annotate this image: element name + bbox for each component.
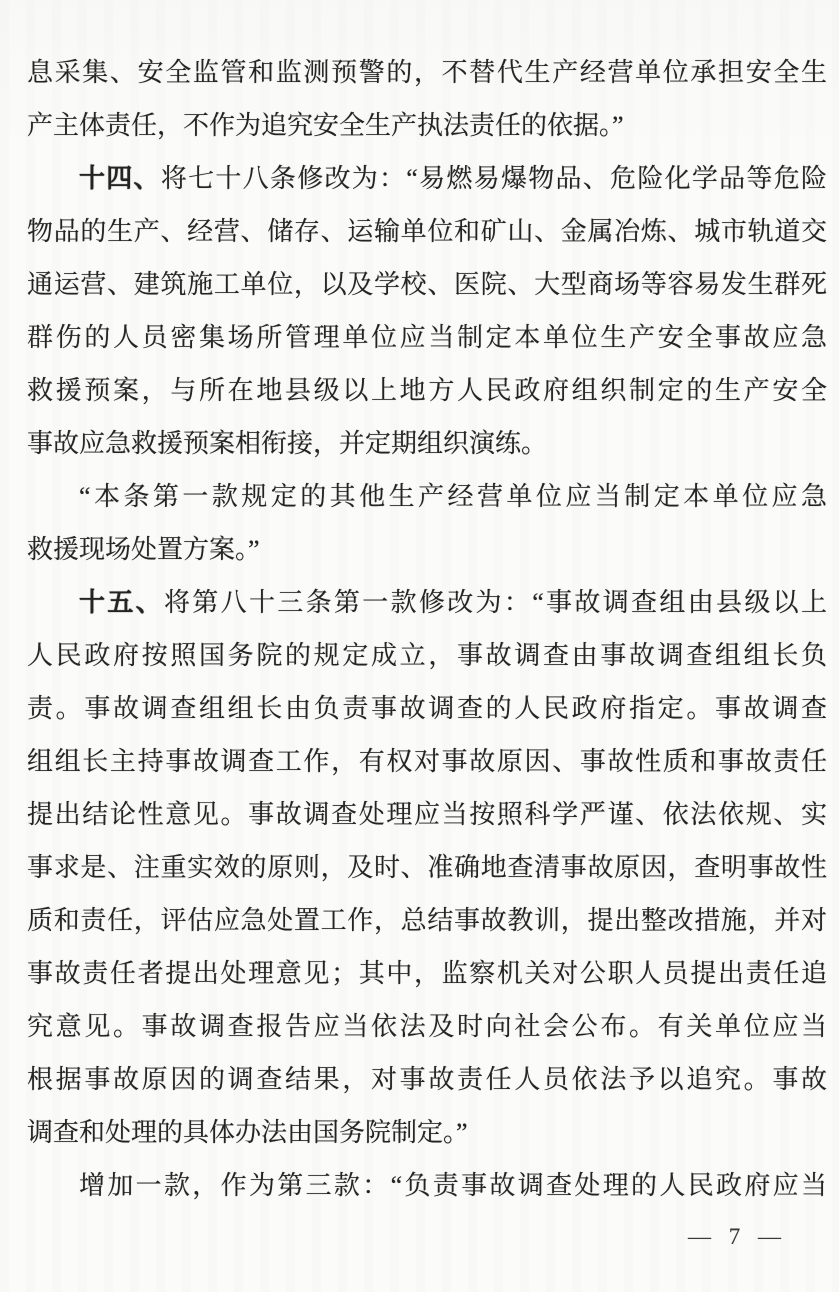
document-text-block (27, 46, 827, 1212)
item-number-label: 十四、 (79, 164, 161, 193)
line-text: 究意见。事故调查报告应当依法及时向社会公布。有关单位应当 (27, 1012, 827, 1041)
line-text: 事故责任者提出处理意见；其中，监察机关对公职人员提出责任追 (27, 959, 827, 988)
text-line (27, 470, 827, 523)
line-text: 通运营、建筑施工单位，以及学校、医院、大型商场等容易发生群死 (27, 270, 827, 299)
text-line (27, 258, 827, 311)
text-line (27, 1053, 827, 1106)
text-line (27, 788, 827, 841)
page-number: — 7 — (688, 1224, 787, 1249)
text-line (27, 364, 827, 417)
line-text: 提出结论性意见。事故调查处理应当按照科学严谨、依法依规、实 (27, 800, 827, 829)
text-line-item-14 (27, 152, 827, 205)
line-text: “本条第一款规定的其他生产经营单位应当制定本单位应急 (79, 482, 827, 511)
line-text: 产主体责任，不作为追究安全生产执法责任的依据。” (27, 111, 624, 140)
text-line (27, 947, 827, 1000)
line-text: 将第八十三条第一款修改为：“事故调查组由县级以上 (163, 588, 827, 617)
line-text: 组组长主持事故调查工作，有权对事故原因、事故性质和事故责任 (27, 747, 827, 776)
line-text: 事故应急救援预案相衔接，并定期组织演练。 (27, 429, 548, 458)
text-line (27, 311, 827, 364)
line-text: 增加一款，作为第三款：“负责事故调查处理的人民政府应当 (79, 1171, 827, 1200)
text-line (27, 99, 827, 152)
line-text: 将七十八条修改为：“易燃易爆物品、危险化学品等危险 (160, 164, 827, 193)
text-line (27, 841, 827, 894)
line-text: 救援现场处置方案。” (27, 535, 260, 564)
text-line (27, 1000, 827, 1053)
text-line (27, 1159, 827, 1212)
line-text: 根据事故原因的调查结果，对事故责任人员依法予以追究。事故 (27, 1065, 827, 1094)
text-line (27, 523, 827, 576)
line-text: 调查和处理的具体办法由国务院制定。” (27, 1118, 468, 1147)
text-line (27, 735, 827, 788)
line-text: 救援预案，与所在地县级以上地方人民政府组织制定的生产安全 (27, 376, 827, 405)
text-line-item-15 (27, 576, 827, 629)
line-text: 息采集、安全监管和监测预警的，不替代生产经营单位承担安全生 (27, 58, 827, 87)
text-line (27, 682, 827, 735)
text-line (27, 46, 827, 99)
text-line (27, 205, 827, 258)
line-text: 物品的生产、经营、储存、运输单位和矿山、金属冶炼、城市轨道交 (27, 217, 827, 246)
line-text: 群伤的人员密集场所管理单位应当制定本单位生产安全事故应急 (27, 323, 827, 352)
line-text: 事求是、注重实效的原则，及时、准确地查清事故原因，查明事故性 (27, 853, 827, 882)
line-text: 责。事故调查组组长由负责事故调查的人民政府指定。事故调查 (27, 694, 827, 723)
line-text: 人民政府按照国务院的规定成立，事故调查由事故调查组组长负 (27, 641, 827, 670)
text-line (27, 894, 827, 947)
text-line (27, 1106, 827, 1159)
item-number-label: 十五、 (79, 588, 164, 617)
text-line (27, 629, 827, 682)
text-line (27, 417, 827, 470)
line-text: 质和责任，评估应急处置工作，总结事故教训，提出整改措施，并对 (27, 906, 827, 935)
